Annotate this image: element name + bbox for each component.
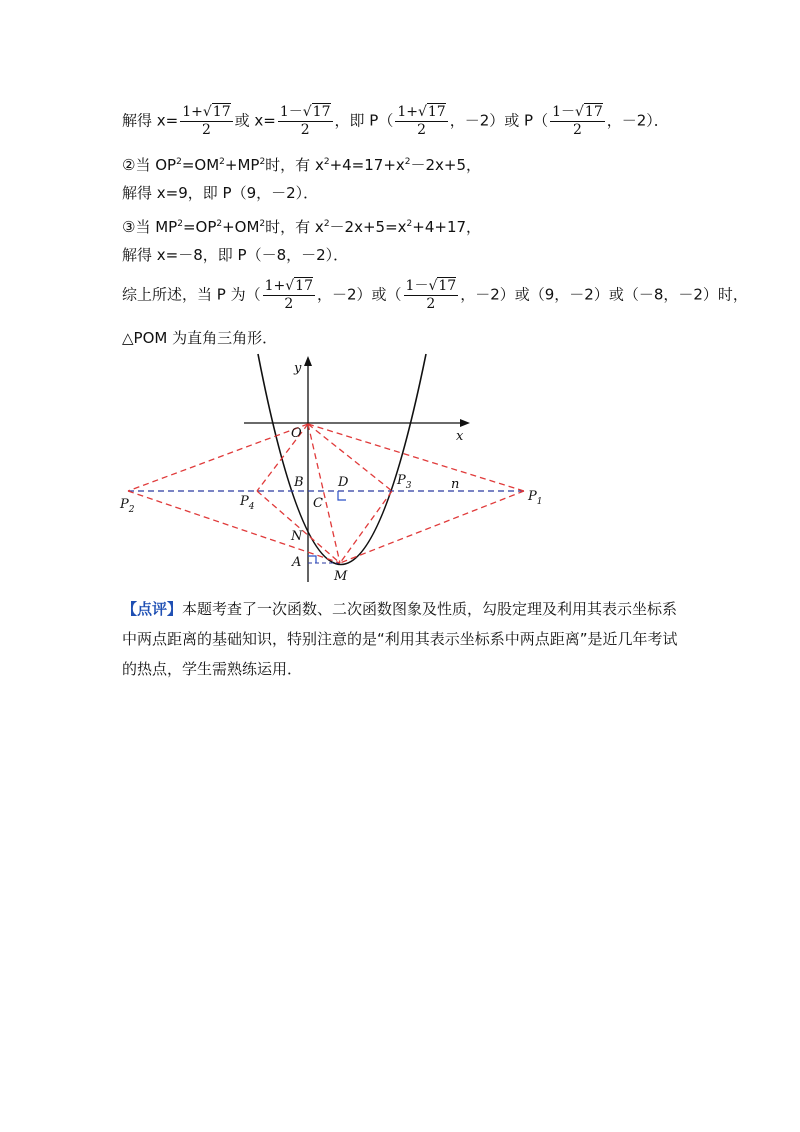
label-b: B — [294, 475, 304, 490]
comment-tag: 【点评】 — [122, 600, 183, 618]
label-a: A — [292, 555, 302, 570]
label-y: y — [294, 361, 302, 376]
fraction: $\frac{1+√17}{2}$ — [182, 104, 231, 138]
label-p4: $P_4$ — [240, 494, 255, 512]
label-x: x — [456, 429, 464, 444]
solution-line-4: ③当 $MP^2=OP^2+OM^2$时，有 $x^2-2x+5=x^2+4+17$， — [122, 218, 482, 236]
solution-line-2: ②当 $OP^2=OM^2+MP^2$时，有 $x^2+4=17+x^2-2x+5$， — [122, 156, 482, 174]
parabola — [258, 354, 426, 565]
label-n-point: N — [291, 529, 303, 544]
solution-line-7: △POM 为直角三角形． — [122, 329, 278, 347]
solution-line-3: 解得 x=9，即 P（9，－2）． — [122, 184, 319, 202]
x-axis-arrow — [460, 419, 470, 427]
fraction: $\frac{1-√17}{2}$ — [552, 104, 603, 138]
label-p1: $P_1$ — [528, 489, 543, 507]
label-o: O — [291, 426, 302, 441]
fraction: $\frac{1+√17}{2}$ — [397, 104, 446, 138]
red-dashed-lines — [128, 424, 524, 563]
solution-line-1: 解得 x= $\frac{1+√17}{2}$ 或 x= $\frac{1-√17}{2}$ ，即 P（ $\frac{1+√17}{2}$ ，－2）或 P（ $\frac{1-√17}{2}$ ，－2）． — [122, 104, 669, 138]
solution-line-6: 综上所述，当 P 为（ $\frac{1+√17}{2}$ ，－2）或（ $\frac{1-√17}{2}$ ，－2）或（9，－2）或（－8，－2）时， — [122, 278, 748, 312]
right-angle-marks — [308, 491, 346, 563]
label-n: n — [451, 477, 460, 492]
solution-line-5: 解得 x=－8，即 P（－8，－2）． — [122, 246, 349, 264]
label-p3: $P_3$ — [397, 473, 412, 491]
fraction: $\frac{1+√17}{2}$ — [264, 278, 313, 312]
comment-paragraph — [122, 594, 692, 684]
label-m: M — [334, 569, 348, 584]
label-d: D — [338, 475, 349, 490]
comment-text: 本题考查了一次函数、二次函数图象及性质，勾股定理及利用其表示坐标系中两点距离的基础知识，特别注意的是“利用其表示坐标系中两点距离”是近几年考试的热点，学生需熟练运用． — [122, 600, 678, 678]
fraction: $\frac{1-√17}{2}$ — [405, 278, 457, 312]
fraction: $\frac{1-√17}{2}$ — [279, 104, 331, 138]
label-c: C — [313, 496, 323, 511]
y-axis-arrow — [304, 356, 312, 366]
label-p2: $P_2$ — [120, 497, 135, 515]
